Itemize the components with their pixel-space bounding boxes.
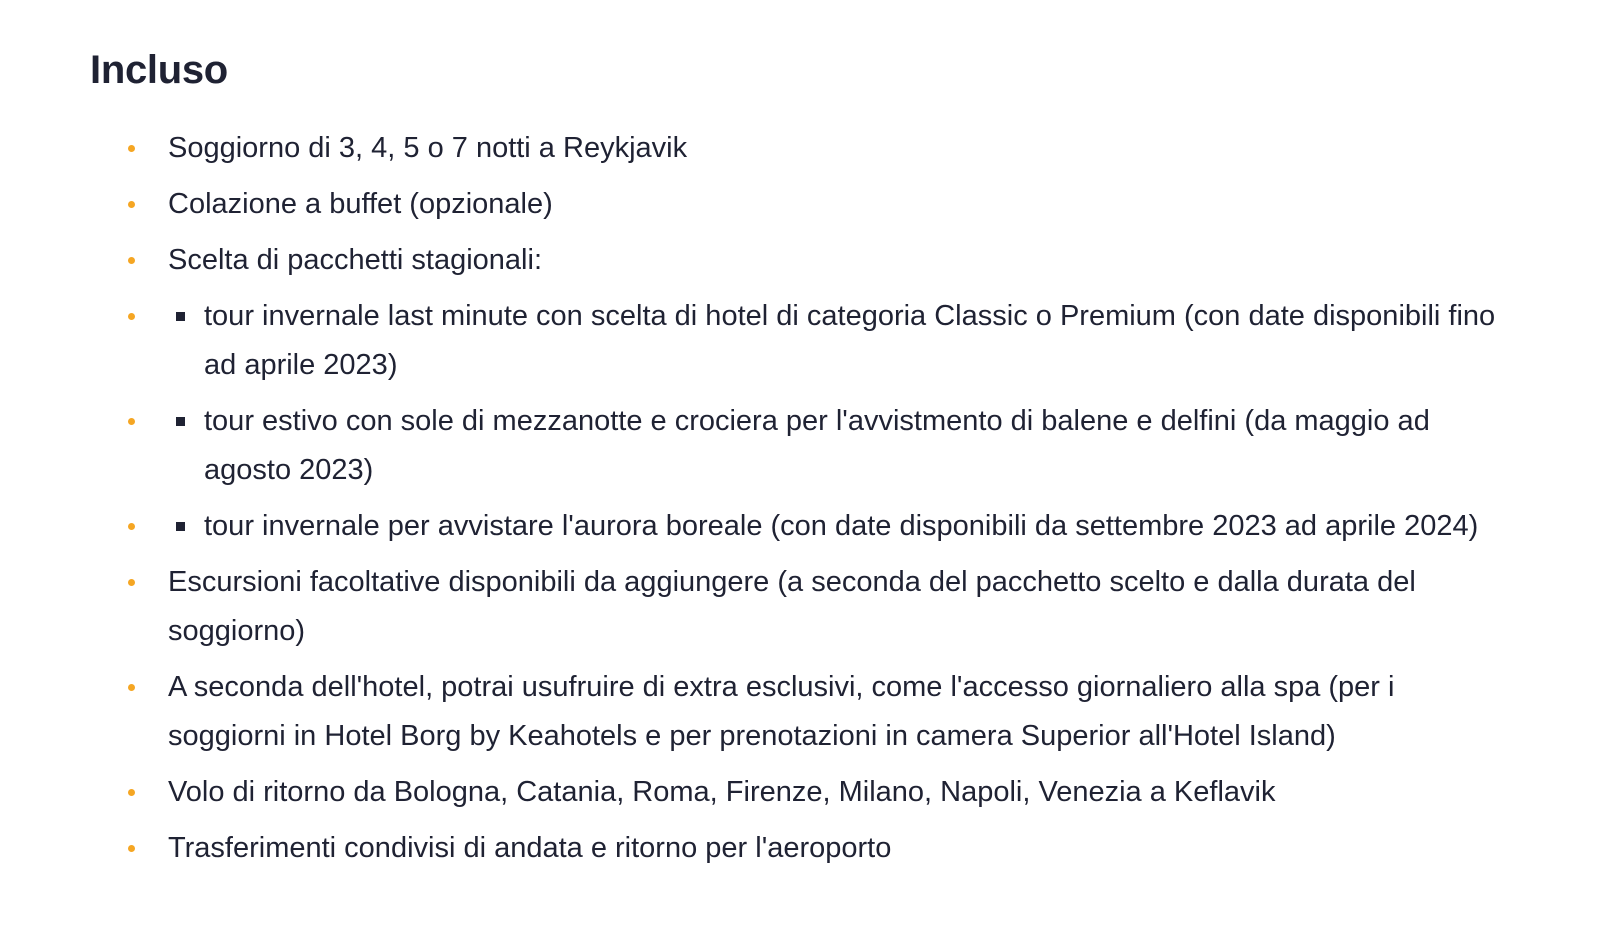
section-title: Incluso: [90, 48, 228, 92]
list-item-sub: [0, 292, 1624, 390]
list-item: [0, 236, 1624, 285]
list-item-text: Soggiorno di 3, 4, 5 o 7 notti a Reykjavik: [168, 132, 688, 164]
bullet-dot-icon: [128, 579, 135, 586]
list-item-text: Scelta di pacchetti stagionali:: [168, 244, 542, 276]
list-item-text: Trasferimenti condivisi di andata e ritorno per l'aeroporto: [168, 832, 892, 864]
list-item: [0, 663, 1624, 761]
bullet-dot-icon: [128, 418, 135, 425]
list-item-text: tour estivo con sole di mezzanotte e crociera per l'avvistmento di balene e delfini (da maggio ad agosto 2023): [204, 405, 1430, 486]
square-bullet-icon: [176, 522, 185, 531]
square-bullet-icon: [176, 312, 185, 321]
list-item-text: A seconda dell'hotel, potrai usufruire di extra esclusivi, come l'accesso giornaliero alla spa (per i soggiorni in Hotel Borg by Keahotels e per prenotazioni in camera Superior all'Hotel Island): [168, 671, 1395, 752]
bullet-dot-icon: [128, 313, 135, 320]
list-item: [0, 180, 1624, 229]
bullet-dot-icon: [128, 201, 135, 208]
included-list: [0, 124, 1624, 880]
list-item: [0, 768, 1624, 817]
bullet-dot-icon: [128, 684, 135, 691]
list-item-text: tour invernale last minute con scelta di hotel di categoria Classic o Premium (con date disponibili fino ad aprile 2023): [204, 300, 1496, 381]
bullet-dot-icon: [128, 523, 135, 530]
square-bullet-icon: [176, 417, 185, 426]
list-item-sub: [0, 502, 1624, 551]
bullet-dot-icon: [128, 145, 135, 152]
list-item-text: Colazione a buffet (opzionale): [168, 188, 553, 220]
list-item-text: Escursioni facoltative disponibili da aggiungere (a seconda del pacchetto scelto e dalla durata del soggiorno): [168, 566, 1416, 647]
list-item-text: Volo di ritorno da Bologna, Catania, Roma, Firenze, Milano, Napoli, Venezia a Keflavik: [168, 776, 1276, 808]
list-item: [0, 558, 1624, 656]
list-item: [0, 124, 1624, 173]
bullet-dot-icon: [128, 845, 135, 852]
bullet-dot-icon: [128, 789, 135, 796]
list-item-sub: [0, 397, 1624, 495]
list-item: [0, 824, 1624, 873]
list-item-text: tour invernale per avvistare l'aurora boreale (con date disponibili da settembre 2023 ad aprile 2024): [204, 510, 1479, 542]
bullet-dot-icon: [128, 257, 135, 264]
